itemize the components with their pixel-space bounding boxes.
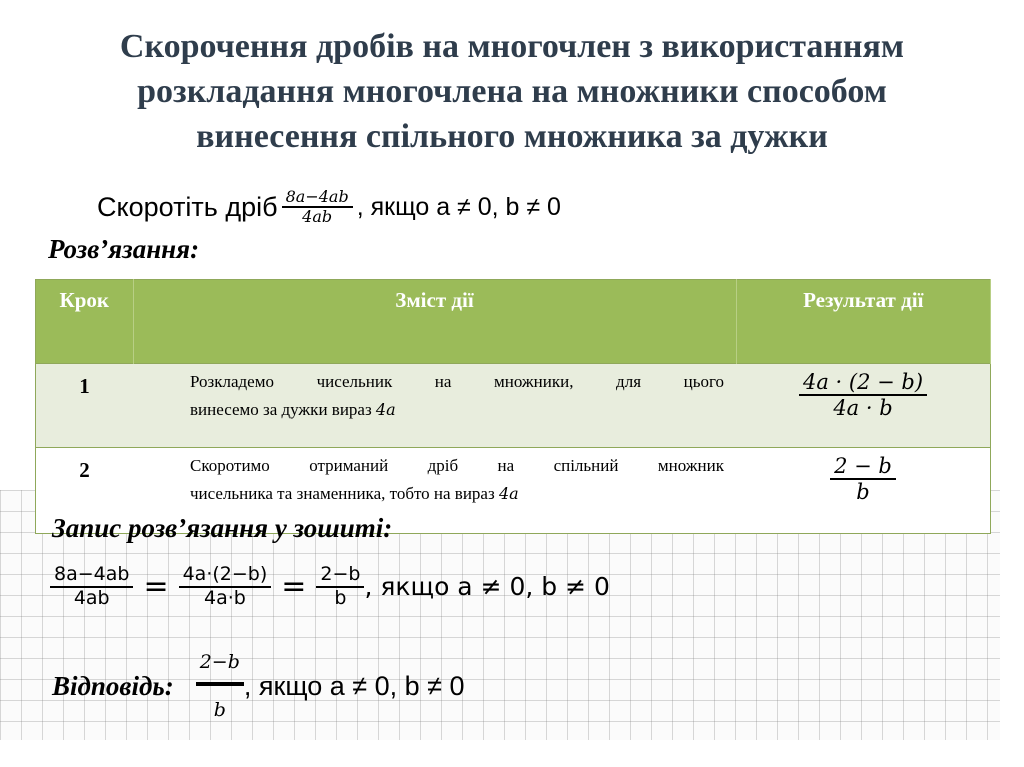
header-step: Крок xyxy=(36,280,134,364)
answer-condition: , якщо a ≠ 0, b ≠ 0 xyxy=(243,671,465,702)
table-row xyxy=(36,364,991,448)
title-line-3: винесення спільного множника за дужки xyxy=(196,118,828,155)
record-label: Запис розв’язання у зошиті: xyxy=(52,513,393,543)
result-numerator: 4a · (2 − b) xyxy=(799,370,927,396)
result-numerator: 2 − b xyxy=(830,454,896,480)
answer-fraction xyxy=(196,652,244,722)
step-text-variable: 4a xyxy=(375,400,396,419)
fraction-denominator: 4ab xyxy=(73,586,110,609)
slide-title xyxy=(0,24,1024,159)
header-content: Зміст дії xyxy=(133,280,736,364)
title-line-1: Скорочення дробів на многочлен з використанням xyxy=(119,28,905,65)
record-fraction-1 xyxy=(50,564,133,610)
equals-sign: = xyxy=(143,569,169,605)
equals-sign: = xyxy=(281,569,307,605)
step-number: 2 xyxy=(36,448,134,534)
step-text-line: винесемо за дужки вираз xyxy=(190,400,372,419)
record-condition: , якщо a ≠ 0, b ≠ 0 xyxy=(364,572,610,602)
table-header-row xyxy=(36,280,991,364)
result-fraction xyxy=(799,370,927,420)
answer xyxy=(52,652,464,722)
task-statement xyxy=(97,188,561,227)
title-line-2: розкладання многочлена на множники способом xyxy=(137,73,887,110)
answer-denominator: b xyxy=(213,698,226,721)
result-denominator: 4a · b xyxy=(833,396,893,421)
record-equation xyxy=(50,564,610,610)
record-fraction-2 xyxy=(179,564,272,610)
step-text-line: Розкладемо чисельник на множники, для цього xyxy=(190,372,724,391)
solution-label: Розв’язання: xyxy=(48,234,200,264)
step-text-line: чисельника та знаменника, тобто на вираз xyxy=(190,484,495,503)
step-result xyxy=(736,448,991,534)
fraction-denominator: 4a·b xyxy=(204,586,246,609)
task-condition: , якщо a ≠ 0, b ≠ 0 xyxy=(356,192,561,221)
task-numerator: 8a−4ab xyxy=(282,188,353,208)
step-text xyxy=(133,364,736,448)
fraction-denominator: b xyxy=(334,586,347,609)
header-result: Результат дії xyxy=(736,280,991,364)
step-text-line: Скоротимо отриманий дріб на спільний множник xyxy=(190,456,724,475)
step-text-variable: 4a xyxy=(498,484,519,503)
record-fraction-3 xyxy=(316,564,364,610)
result-denominator: b xyxy=(856,480,870,505)
fraction-numerator: 8a−4ab xyxy=(50,564,133,588)
result-fraction xyxy=(830,454,896,504)
task-denominator: 4ab xyxy=(302,207,333,227)
answer-label: Відповідь: xyxy=(52,671,174,702)
step-number: 1 xyxy=(36,364,134,448)
task-prefix: Скоротіть дріб xyxy=(97,191,278,222)
steps-table xyxy=(35,279,991,534)
answer-numerator: 2−b xyxy=(196,652,244,686)
fraction-numerator: 2−b xyxy=(316,564,364,588)
fraction-numerator: 4a·(2−b) xyxy=(179,564,272,588)
task-fraction xyxy=(282,188,353,227)
step-result xyxy=(736,364,991,448)
